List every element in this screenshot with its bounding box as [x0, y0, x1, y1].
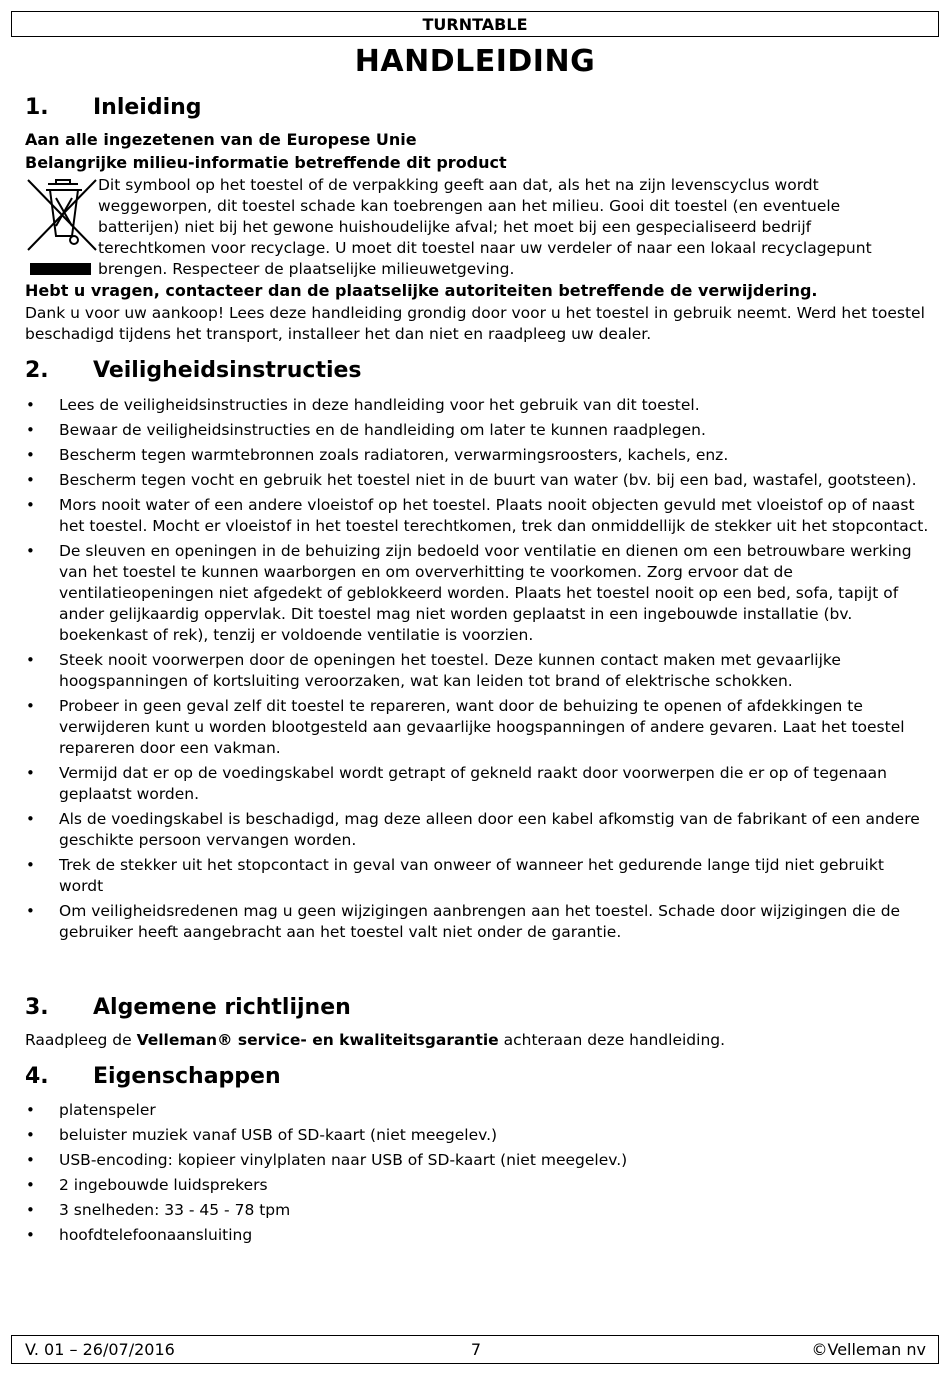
list-item: • De sleuven en openingen in de behuizing zijn bedoeld voor ventilatie en dienen om een betrouwbare werking van het toestel te kunnen waarborgen en om oververhitting te voorkomen. Zorg ervoor dat de ventilatieopeningen niet afgedekt of geblokkeerd worden. Plaats het toestel nooit op een bed, sofa, tapijt of ander gelijkaardig oppervlak. Dit toestel mag niet worden geplaatst in een ingebouwde installatie (bv. boekenkast of rek), tenzij er voldoende ventilatie is voorzien.	[25, 541, 930, 646]
document-title: HANDLEIDING	[354, 44, 596, 79]
list-item: • platenspeler	[25, 1100, 930, 1121]
section-number: 1.	[25, 95, 49, 120]
environment-info-line: Belangrijke milieu-informatie betreffende dit product	[25, 153, 507, 172]
header-title: TURNTABLE	[11, 11, 939, 37]
copyright: ©Velleman nv	[811, 1340, 926, 1359]
version-date: V. 01 – 26/07/2016	[25, 1340, 175, 1359]
features-list	[25, 1100, 930, 1250]
list-item: • hoofdtelefoonaansluiting	[25, 1225, 930, 1246]
list-item: • Bewaar de veiligheidsinstructies en de handleiding om later te kunnen raadplegen.	[25, 420, 930, 441]
safety-list	[25, 395, 930, 947]
list-item: • Om veiligheidsredenen mag u geen wijzigingen aanbrengen aan het toestel. Schade door wijzigingen die de gebruiker heeft aangebracht aan het toestel valt niet onder de garantie.	[25, 901, 930, 943]
list-item: • beluister muziek vanaf USB of SD-kaart (niet meegelev.)	[25, 1125, 930, 1146]
list-item: • USB-encoding: kopieer vinylplaten naar USB of SD-kaart (niet meegelev.)	[25, 1150, 930, 1171]
list-item: • Steek nooit voorwerpen door de openingen het toestel. Deze kunnen contact maken met gevaarlijke hoogspanningen of kortsluiting veroorzaken, wat kan leiden tot brand of elektrische schokken.	[25, 650, 930, 692]
list-item: • Trek de stekker uit het stopcontact in geval van onweer of wanneer het gedurende lange tijd niet gebruikt wordt	[25, 855, 930, 897]
section-heading-eigenschappen	[25, 1064, 281, 1089]
list-item: • Probeer in geen geval zelf dit toestel te repareren, want door de behuizing te openen of afdekkingen te verwijderen kunt u worden blootgesteld aan gevaarlijke hoogspanningen of andere gevaren. Laat het toestel repareren door een vakman.	[25, 696, 930, 759]
section-number: 4.	[25, 1064, 49, 1089]
page-number: 7	[470, 1340, 482, 1359]
section-heading-inleiding	[25, 95, 202, 120]
weee-black-bar	[30, 263, 91, 275]
eu-residents-line: Aan alle ingezetenen van de Europese Unie	[25, 130, 417, 149]
footer	[11, 1335, 939, 1364]
list-item: • 3 snelheden: 33 - 45 - 78 tpm	[25, 1200, 930, 1221]
list-item: • Als de voedingskabel is beschadigd, mag deze alleen door een kabel afkomstig van de fabrikant of een andere geschikte persoon vervangen worden.	[25, 809, 930, 851]
section-title: Algemene richtlijnen	[93, 995, 351, 1020]
section-title: Inleiding	[93, 95, 202, 120]
section-heading-veiligheid	[25, 358, 362, 383]
list-item: • 2 ingebouwde luidsprekers	[25, 1175, 930, 1196]
list-item: • Bescherm tegen warmtebronnen zoals radiatoren, verwarmingsroosters, kachels, enz.	[25, 445, 930, 466]
guidelines-text-before: Raadpleeg de	[25, 1031, 137, 1049]
section-heading-richtlijnen	[25, 995, 351, 1020]
list-item: • Bescherm tegen vocht en gebruik het toestel niet in de buurt van water (bv. bij een bad, wastafel, gootsteen).	[25, 470, 930, 491]
weee-text: Dit symbool op het toestel of de verpakking geeft aan dat, als het na zijn levenscyclus wordt weggeworpen, dit toestel schade kan toebrengen aan het milieu. Gooi dit toestel (en eventuele batterijen) niet bij het gewone huishoudelijke afval; het moet bij een gespecialiseerd bedrijf terechtkomen voor recyclage. U moet dit toestel naar uw verdeler of naar een lokaal recyclagepunt brengen. Respecteer de plaatselijke milieuwetgeving.	[98, 176, 872, 278]
list-item: • Vermijd dat er op de voedingskabel wordt getrapt of gekneld raakt door voorwerpen die er op of tegenaan geplaatst worden.	[25, 763, 930, 805]
thanks-paragraph: Dank u voor uw aankoop! Lees deze handleiding grondig door voor u het toestel in gebruik neemt. Werd het toestel beschadigd tijdens het transport, installeer het dan niet en raadpleeg uw dealer.	[25, 304, 925, 343]
section-number: 2.	[25, 358, 49, 383]
questions-line: Hebt u vragen, contacteer dan de plaatselijke autoriteiten betreffende de verwijdering.	[25, 281, 818, 300]
list-item: • Mors nooit water of een andere vloeistof op het toestel. Plaats nooit objecten gevuld met vloeistof op of naast het toestel. Mocht er vloeistof in het toestel terechtkomen, trek dan onmiddellijk de stekker uit het stopcontact.	[25, 495, 930, 537]
guidelines-paragraph	[25, 1030, 925, 1051]
warranty-reference: Velleman® service- en kwaliteitsgarantie	[136, 1031, 499, 1049]
section-number: 3.	[25, 995, 49, 1020]
section-title: Eigenschappen	[93, 1064, 281, 1089]
guidelines-text-after: achteraan deze handleiding.	[498, 1031, 726, 1049]
weee-bin-icon	[26, 178, 98, 252]
list-item: • Lees de veiligheidsinstructies in deze handleiding voor het gebruik van dit toestel.	[25, 395, 930, 416]
section-title: Veiligheidsinstructies	[93, 358, 362, 383]
